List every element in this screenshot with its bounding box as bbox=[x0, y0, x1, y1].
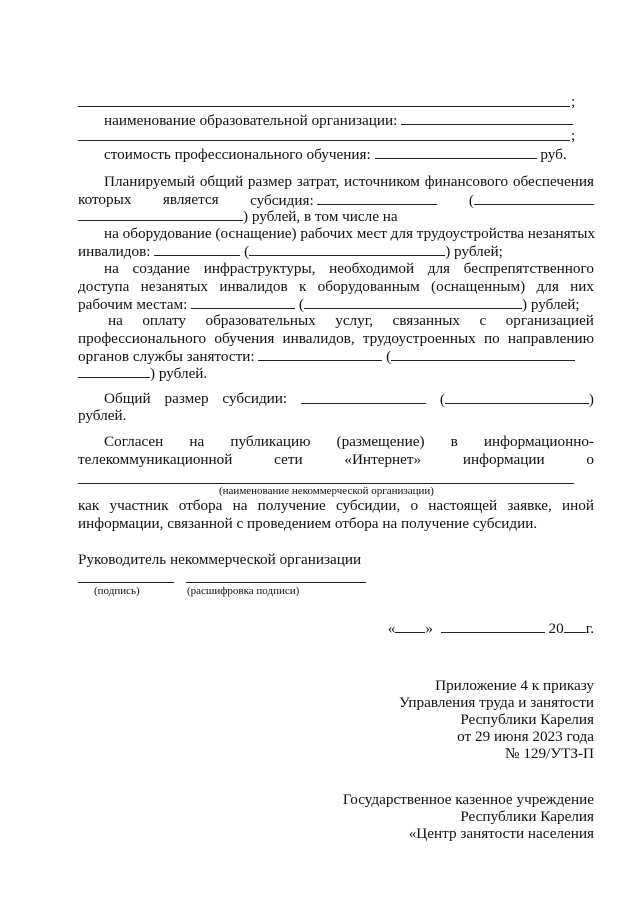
appendix-line: Приложение 4 к приказу bbox=[435, 677, 594, 694]
word: них bbox=[570, 278, 594, 295]
subsidy-amount-field[interactable] bbox=[317, 191, 437, 205]
word: Согласен bbox=[104, 433, 164, 450]
word: организацией bbox=[505, 312, 594, 329]
appendix-line: № 129/УТЗ-П bbox=[505, 745, 594, 762]
word: беспрепятственного bbox=[463, 260, 594, 277]
word: для bbox=[427, 260, 451, 277]
subsidy-words-field-2[interactable] bbox=[78, 207, 243, 221]
word: направлению bbox=[507, 330, 594, 347]
edu-label: органов службы занятости: bbox=[78, 348, 255, 365]
word: о bbox=[586, 451, 594, 468]
word: заявке, bbox=[507, 497, 552, 514]
paren-open: ( bbox=[386, 348, 392, 365]
org-name-label bbox=[104, 111, 573, 130]
edu-line-2 bbox=[78, 330, 594, 348]
word: Планируемый bbox=[104, 173, 196, 190]
infra-unit: ) рублей; bbox=[521, 296, 580, 313]
edu-amount-field[interactable] bbox=[258, 347, 382, 361]
signature-caption: (подпись) bbox=[94, 585, 140, 597]
edu-words-field-1[interactable] bbox=[391, 347, 575, 361]
month-field[interactable] bbox=[441, 619, 545, 633]
word: публикацию bbox=[230, 433, 311, 450]
edu-line-1 bbox=[108, 312, 594, 330]
word: информационно- bbox=[483, 433, 594, 450]
word: участник bbox=[109, 497, 169, 514]
word: которых bbox=[78, 191, 132, 208]
cost-label: стоимость профессионального обучения: bbox=[104, 146, 371, 163]
word: на bbox=[108, 312, 123, 329]
word: финансового bbox=[424, 173, 509, 190]
equipment-line-1: на оборудование (оснащение) рабочих мест для трудоустройства незанятых bbox=[104, 225, 596, 242]
addressee-line: Республики Карелия bbox=[460, 808, 594, 825]
word: информации bbox=[462, 451, 545, 468]
edu-line-4 bbox=[78, 364, 207, 383]
year-suffix: г. bbox=[585, 620, 594, 637]
cost-line bbox=[104, 145, 567, 164]
decode-caption: (расшифровка подписи) bbox=[187, 585, 300, 597]
signature-decode-field[interactable] bbox=[186, 582, 366, 583]
word: субсидии, bbox=[335, 497, 401, 514]
word: «Интернет» bbox=[344, 451, 422, 468]
signature-field[interactable] bbox=[78, 582, 174, 583]
word: общий bbox=[199, 173, 244, 190]
word: профессионального bbox=[78, 330, 207, 347]
word: инвалидов bbox=[219, 278, 288, 295]
appendix-line: Республики Карелия bbox=[460, 711, 594, 728]
infra-line-1 bbox=[104, 260, 594, 278]
word: получение bbox=[257, 497, 326, 514]
cost-field[interactable] bbox=[375, 145, 537, 159]
word: трудоустроенных bbox=[362, 330, 476, 347]
word: для bbox=[536, 278, 559, 295]
year-field[interactable] bbox=[564, 619, 586, 633]
infra-label: рабочим местам: bbox=[78, 296, 188, 313]
line-end-1: ; bbox=[571, 93, 576, 110]
line-end-3: ; bbox=[571, 127, 576, 144]
consent-line-1 bbox=[104, 433, 594, 451]
word: на bbox=[232, 497, 248, 514]
word: к bbox=[298, 278, 307, 295]
cost-unit: руб. bbox=[540, 146, 567, 163]
word: услуг, bbox=[335, 312, 374, 329]
word: сети bbox=[274, 451, 303, 468]
word: Общий bbox=[104, 390, 151, 407]
word: телекоммуникационной bbox=[78, 451, 233, 468]
quote-open: « bbox=[387, 620, 396, 637]
word: о bbox=[410, 497, 419, 514]
expenses-intro-line bbox=[104, 173, 594, 191]
org-name-label-text: наименование образовательной организации: bbox=[104, 112, 398, 129]
word: является bbox=[162, 191, 219, 208]
word: как bbox=[78, 497, 100, 514]
appendix-line: от 29 июня 2023 года bbox=[457, 728, 594, 745]
word: размер bbox=[164, 390, 209, 407]
equipment-label: инвалидов: bbox=[78, 243, 151, 260]
org-name-field[interactable] bbox=[401, 111, 573, 125]
word: субсидия: bbox=[250, 191, 437, 210]
subsidy-words-field-1[interactable] bbox=[474, 191, 594, 205]
expenses-line-3 bbox=[78, 207, 398, 226]
equipment-amount-field[interactable] bbox=[154, 242, 240, 256]
word: обеспечения bbox=[512, 173, 594, 190]
paren-open: ( bbox=[298, 296, 304, 313]
expenses-line-3-text: ) рублей, в том числе на bbox=[243, 208, 398, 225]
date-line bbox=[388, 619, 594, 638]
word: на bbox=[104, 260, 119, 277]
word: обучения bbox=[214, 330, 275, 347]
word: отбора bbox=[178, 497, 223, 514]
word: создание bbox=[132, 260, 191, 277]
word: оплату bbox=[142, 312, 187, 329]
total-words-field[interactable] bbox=[445, 390, 589, 404]
word: в bbox=[450, 433, 458, 450]
word: по bbox=[483, 330, 500, 347]
edu-words-field-2[interactable] bbox=[78, 364, 150, 378]
year-prefix: 20 bbox=[548, 620, 564, 637]
equipment-words-field[interactable] bbox=[249, 242, 445, 256]
word: инвалидов, bbox=[282, 330, 355, 347]
consent-line-2 bbox=[78, 451, 594, 469]
paren-field: ( bbox=[469, 191, 594, 210]
total-line bbox=[104, 390, 594, 409]
word: связанных bbox=[392, 312, 460, 329]
word: оборудованным bbox=[317, 278, 420, 295]
word: образовательных bbox=[205, 312, 316, 329]
appendix-line: Управления труда и занятости bbox=[398, 694, 594, 711]
infra-line-2 bbox=[78, 278, 594, 296]
word: на bbox=[189, 433, 205, 450]
word: с bbox=[479, 312, 487, 329]
infra-words-field[interactable] bbox=[304, 295, 522, 309]
word: субсидии: bbox=[222, 390, 288, 407]
blank-line-1[interactable] bbox=[78, 106, 570, 107]
paren-open: ( bbox=[244, 243, 250, 260]
equipment-line-2 bbox=[78, 242, 503, 261]
total-words: ( ) bbox=[439, 391, 594, 408]
word: доступа bbox=[78, 278, 130, 295]
edu-unit: ) рублей. bbox=[150, 365, 208, 382]
org-name-caption: (наименование некоммерческой организации) bbox=[219, 485, 434, 497]
addressee-line: «Центр занятости населения bbox=[408, 825, 594, 842]
quote-close: » bbox=[425, 620, 433, 637]
word: иной bbox=[562, 497, 594, 514]
total-unit: рублей. bbox=[78, 407, 127, 424]
word: инфраструктуры, bbox=[203, 260, 316, 277]
word: незанятых bbox=[140, 278, 208, 295]
head-label: Руководитель некоммерческой организации bbox=[78, 551, 362, 568]
word: источником bbox=[343, 173, 420, 190]
total-amount-field[interactable] bbox=[301, 390, 426, 404]
word: необходимой bbox=[329, 260, 415, 277]
consent-line-4: информации, связанной с проведением отбора на получение субсидии. bbox=[78, 515, 538, 532]
word: (оснащенным) bbox=[431, 278, 526, 295]
consent-line-3 bbox=[78, 497, 594, 515]
addressee-line: Государственное казенное учреждение bbox=[342, 791, 594, 808]
word: затрат, bbox=[296, 173, 340, 190]
word: (размещение) bbox=[336, 433, 425, 450]
org-name-blank[interactable] bbox=[78, 483, 574, 484]
word: размер bbox=[247, 173, 292, 190]
equipment-unit: ) рублей; bbox=[445, 243, 503, 260]
word: настоящей bbox=[428, 497, 498, 514]
blank-line-3[interactable] bbox=[78, 140, 570, 141]
day-field[interactable] bbox=[395, 619, 425, 633]
infra-amount-field[interactable] bbox=[191, 295, 295, 309]
